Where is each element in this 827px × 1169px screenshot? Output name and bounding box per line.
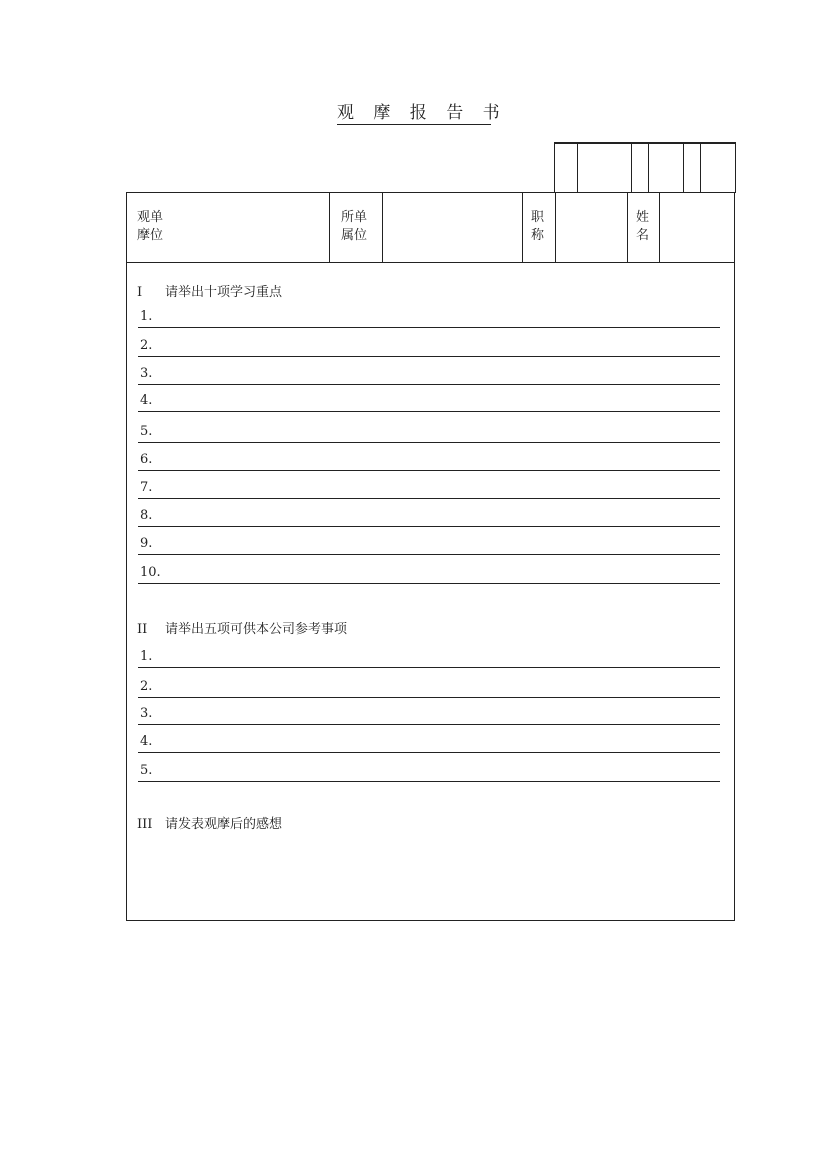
list-item[interactable]: 6.	[138, 450, 720, 471]
document-title: 观 摩 报 告 书	[337, 103, 507, 123]
section-1-numeral: I	[137, 285, 143, 300]
position-label-cell	[523, 193, 556, 262]
list-item[interactable]: 2.	[138, 677, 720, 698]
section-3-title	[137, 813, 282, 832]
list-item[interactable]: 9.	[138, 534, 720, 555]
list-item[interactable]: 8.	[138, 506, 720, 527]
name-label: 姓 名	[636, 210, 650, 243]
observe-unit-field[interactable]	[127, 193, 330, 262]
list-item[interactable]: 4.	[138, 391, 720, 412]
name-label-cell	[628, 193, 660, 262]
section-1-title	[137, 281, 282, 300]
signature-boxes	[554, 142, 736, 192]
header-row	[127, 193, 734, 263]
section-2-numeral: II	[137, 622, 148, 637]
section-3-title-text: 请发表观摩后的感想	[165, 817, 283, 832]
dept-label-cell	[330, 193, 383, 262]
section-3-numeral: III	[137, 817, 153, 832]
position-label: 职 称	[531, 210, 545, 243]
name-field[interactable]	[660, 193, 734, 262]
dept-field[interactable]	[383, 193, 523, 262]
list-item[interactable]: 3.	[138, 704, 720, 725]
list-item[interactable]: 1.	[138, 647, 720, 668]
impressions-field[interactable]	[138, 838, 728, 916]
list-item[interactable]: 7.	[138, 478, 720, 499]
position-field[interactable]	[556, 193, 628, 262]
list-item[interactable]: 2.	[138, 336, 720, 357]
section-1-title-text: 请举出十项学习重点	[165, 285, 283, 300]
section-2-title-text: 请举出五项可供本公司参考事项	[165, 622, 348, 637]
observe-unit-label: 观单 摩位	[137, 210, 164, 243]
report-form	[126, 192, 735, 921]
list-item[interactable]: 5.	[138, 422, 720, 443]
list-item[interactable]: 4.	[138, 732, 720, 753]
dept-label: 所单 属位	[341, 210, 368, 243]
list-item[interactable]: 10.	[138, 563, 720, 584]
list-item[interactable]: 5.	[138, 761, 720, 782]
section-2-title	[137, 618, 347, 637]
list-item[interactable]: 1.	[138, 307, 720, 328]
list-item[interactable]: 3.	[138, 364, 720, 385]
